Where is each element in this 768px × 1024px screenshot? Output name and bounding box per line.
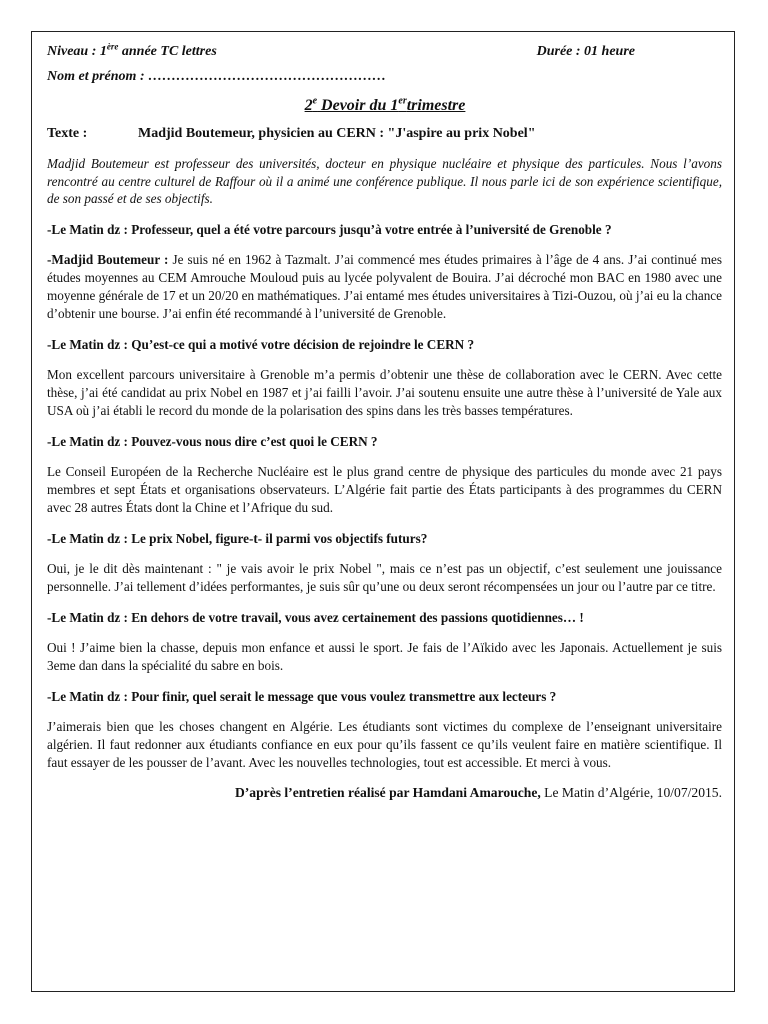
source-citation: D’après l’entretien réalisé par Hamdani Amarouche, Le Matin d’Algérie, 10/07/2015. <box>234 785 722 801</box>
question-3: -Le Matin dz : Pouvez-vous nous dire c’est quoi le CERN ? <box>47 434 378 450</box>
intro-paragraph: Madjid Boutemeur est professeur des universités, docteur en physique nucléaire et physique des particules. Nous l’avons rencontré au centre culturel de Raffour où il a animé une conférence publique. Il nous parle ici de son expérience scientifique, de son passé et de ses objectifs. <box>47 156 722 207</box>
answer-1: -Madjid Boutemeur : Je suis né en 1962 à Tazmalt. J’ai commencé mes études primaires à l’âge de 4 ans. J’ai continué mes études moyennes au CEM Amrouche Mouloud puis au lycée polyvalent de Bouira. J’ai décroché mon BAC en 1980 avec une moyenne générale de 17 et un 20/20 en mathématiques. J’ai entamé mes études universitaires à Tizi-Ouzou, où j’ai eu la chance d’obtenir une bourse. J’ai enfin été recommandé à l’université de Grenoble. <box>47 252 722 322</box>
question-1: -Le Matin dz : Professeur, quel a été votre parcours jusqu’à votre entrée à l’université de Grenoble ? <box>47 222 612 238</box>
page-frame <box>31 31 735 992</box>
duree-label: Durée : 01 heure <box>536 44 635 59</box>
question-5: -Le Matin dz : En dehors de votre travail, vous avez certainement des passions quotidiennes… ! <box>47 610 584 626</box>
question-6: -Le Matin dz : Pour finir, quel serait le message que vous voulez transmettre aux lecteurs ? <box>47 689 557 705</box>
article-headline: Madjid Boutemeur, physicien au CERN : "J'aspire au prix Nobel" <box>138 126 536 141</box>
answer-5: Oui ! J’aime bien la chasse, depuis mon enfance et aussi le sport. Je fais de l’Aïkido avec les Japonais. Actuellement je suis 3eme dan dans la spécialité du sabre en bois. <box>47 640 722 674</box>
answer-2: Mon excellent parcours universitaire à Grenoble m’a permis d’obtenir une thèse de collaboration avec le CERN. Avec cette thèse, j’ai été candidat au prix Nobel en 1987 et j’ai failli l’avoir. J’ai soutenu ensuite une autre thèse à l’université de Yale aux USA où j’ai établi le record du monde de la polarisation des spins dans les très basses températures. <box>47 367 722 419</box>
answer-6: J’aimerais bien que les choses changent en Algérie. Les étudiants sont victimes du complexe de l’enseignant universitaire algérien. Il faut redonner aux étudiants confiance en eux pour qu’ils fassent ce qu’ils veulent faire en matière scientifique. Il faut essayer de les pousser de l’avant. Avec les nouvelles technologies, tout est accessible. Et merci à vous. <box>47 719 722 771</box>
texte-heading <box>47 125 722 143</box>
header-row <box>47 43 722 61</box>
niveau-label: Niveau : 1ère année TC lettres <box>47 41 217 59</box>
answer-3: Le Conseil Européen de la Recherche Nucléaire est le plus grand centre de physique des particules du monde avec 21 pays membres et sept États et organisations observateurs. L’Algérie fait partie des États participants à des programmes du CERN avec 28 autres États dont la Chine et l’Afrique du sud. <box>47 464 722 516</box>
question-2: -Le Matin dz : Qu’est-ce qui a motivé votre décision de rejoindre le CERN ? <box>47 337 475 353</box>
name-field: Nom et prénom : …………………………………………… <box>47 69 387 84</box>
page-title: 2e Devoir du 1ertrimestre <box>304 95 466 114</box>
question-4: -Le Matin dz : Le prix Nobel, figure-t- il parmi vos objectifs futurs? <box>47 531 428 547</box>
texte-label: Texte : <box>47 126 88 141</box>
document-content <box>47 43 722 802</box>
answer-4: Oui, je le dit dès maintenant : " je vais avoir le prix Nobel ", mais ce n’est pas un objectif, c’est seulement une jouissance personnelle. J’ai tellement d’idées performantes, je suis sûr qu’une ou deux seront récompensées un jour ou l’autre par ce titre. <box>47 561 722 595</box>
speaker-label: -Madjid Boutemeur : <box>47 252 169 268</box>
